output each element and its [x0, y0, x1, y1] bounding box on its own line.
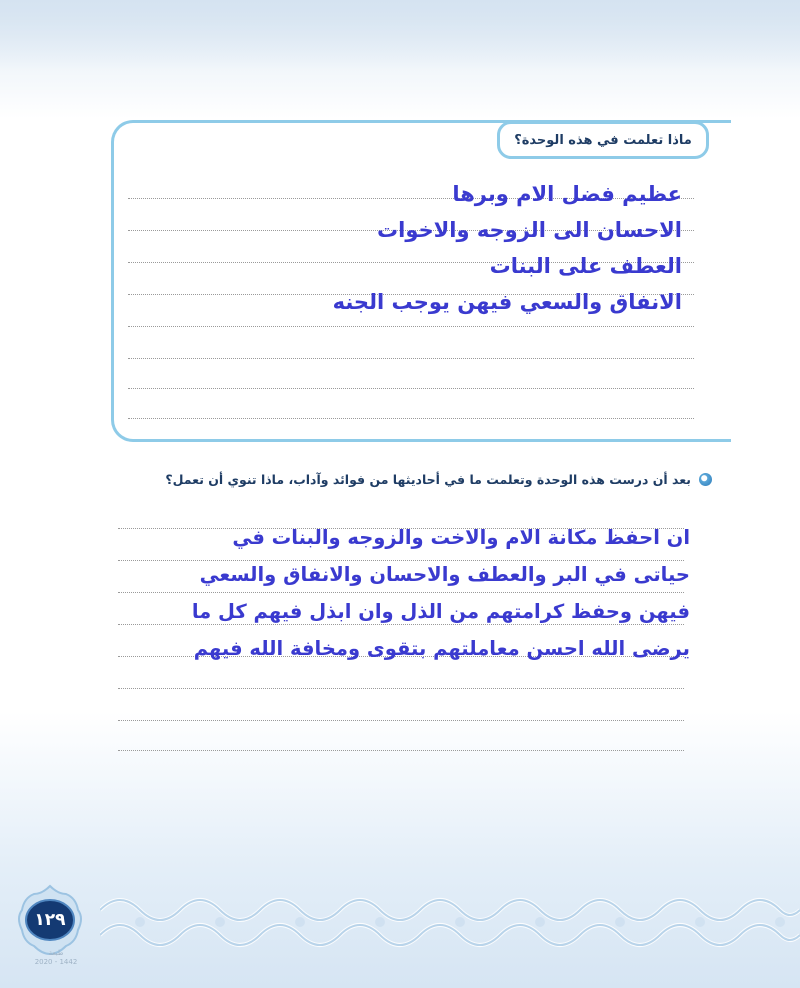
answer-line: فيهن وحفظ كرامتهم من الذل وان ابذل فيهم كل ما: [191, 600, 690, 623]
dotted-line: [128, 326, 694, 327]
page-number: ١٢٩: [34, 910, 66, 930]
section2-handwritten-answer: [110, 519, 690, 667]
answer-line: عظيم فضل الام وبرها: [452, 182, 682, 206]
dotted-line: [128, 418, 694, 419]
section1-heading-tab: [497, 121, 709, 159]
answer-line: العطف على البنات: [489, 254, 682, 278]
edition-year: 2020 - 1442: [34, 958, 78, 966]
page-top-band: [0, 0, 800, 70]
section2-question-text: بعد أن درست هذه الوحدة وتعلمت ما في أحاديثها من فوائد وآداب، ماذا تنوي أن تعمل؟: [165, 472, 691, 487]
answer-line: حياتى في البر والعطف والاحسان والانفاق والسعي: [199, 563, 690, 586]
dotted-line: [128, 388, 694, 389]
edition-label: [26, 949, 86, 967]
dotted-line: [128, 358, 694, 359]
decorative-arabesque-border: [100, 890, 800, 965]
bullet-icon: [699, 473, 712, 486]
edition-line: طبعة: [48, 949, 64, 957]
answer-line: يرضى الله احسن معاملتهم بتقوى ومخافة الله فيهم: [193, 637, 690, 660]
section2-question: [72, 472, 712, 487]
answer-line: الاحسان الى الزوجه والاخوات: [377, 218, 682, 242]
dotted-line: [118, 720, 684, 721]
dotted-line: [118, 750, 684, 751]
answer-line: ان احفظ مكانة الام والاخت والزوجه والبنات في: [232, 526, 690, 549]
section1-heading: ماذا تعلمت في هذه الوحدة؟: [514, 132, 692, 148]
answer-line: الانفاق والسعي فيهن يوجب الجنه: [332, 290, 682, 314]
section1-handwritten-answer: [122, 176, 682, 320]
dotted-line: [118, 688, 684, 689]
